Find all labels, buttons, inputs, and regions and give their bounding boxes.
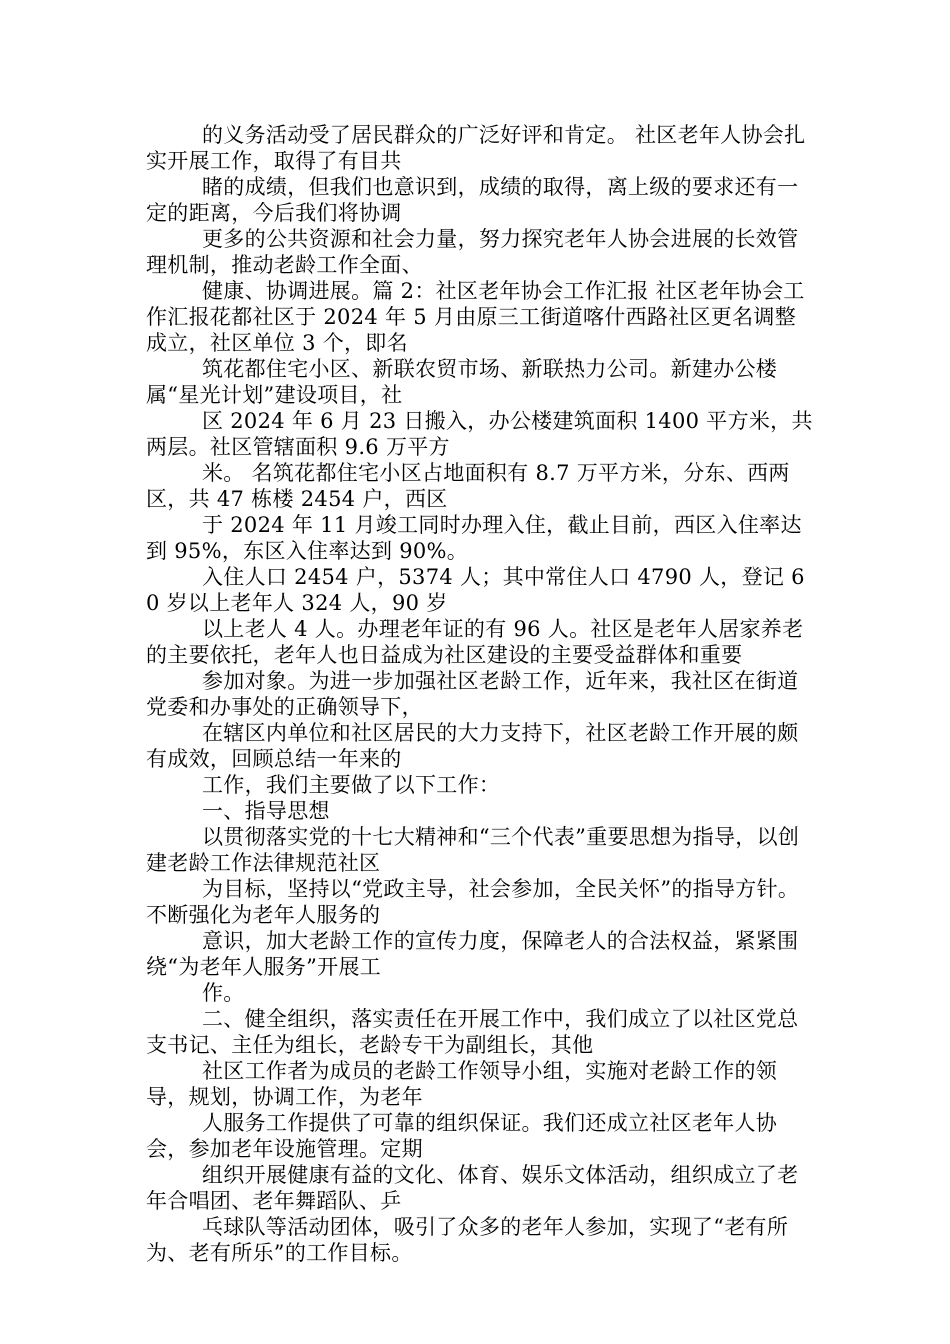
- paragraph: 组织开展健康有益的文化、体育、娱乐文体活动，组织成立了老年合唱团、老年舞蹈队、乒: [146, 1163, 799, 1213]
- paragraph: 参加对象。为进一步加强社区老龄工作，近年来，我社区在街道党委和办事处的正确领导下，: [146, 669, 799, 719]
- paragraph: 在辖区内单位和社区居民的大力支持下，社区老龄工作开展的颇有成效，回顾总结一年来的: [146, 721, 799, 771]
- section-heading: 一、指导思想: [202, 799, 330, 823]
- paragraph: 健康、协调进展。篇 2：社区老年协会工作汇报 社区老年协会工作汇报花都社区于 2024 年 5 月由原三工街道喀什西路社区更名调整成立，社区单位 3 个，即名: [146, 279, 805, 355]
- paragraph: 以上老人 4 人。办理老年证的有 96 人。社区是老年人居家养老的主要依托，老年人也日益成为社区建设的主要受益群体和重要: [146, 617, 804, 667]
- paragraph: 社区工作者为成员的老龄工作领导小组，实施对老龄工作的领导，规划，协调工作，为老年: [146, 1059, 778, 1109]
- section-heading: 二、健全组织，落实责任在开展工作中，我们成立了以社区党总支书记、主任为组长，老龄专干为副组长，其他: [146, 1007, 799, 1057]
- paragraph: 更多的公共资源和社会力量，努力探究老年人协会进展的长效管理机制，推动老龄工作全面、: [146, 227, 799, 277]
- paragraph: 米。 名筑花都住宅小区占地面积有 8.7 万平方米，分东、西两区，共 47 栋楼 2454 户，西区: [146, 461, 790, 511]
- paragraph: 为目标，坚持以“党政主导，社会参加，全民关怀”的指导方针。不断强化为老年人服务的: [146, 877, 800, 927]
- paragraph: 的义务活动受了居民群众的广泛好评和肯定。 社区老年人协会扎实开展工作，取得了有目共: [146, 123, 806, 173]
- paragraph: 于 2024 年 11 月竣工同时办理入住，截止目前，西区入住率达到 95%，东区入住率达到 90%。: [146, 513, 802, 563]
- paragraph: 区 2024 年 6 月 23 日搬入，办公楼建筑面积 1400 平方米，共两层。社区管辖面积 9.6 万平方: [146, 409, 813, 459]
- paragraph: 意识，加大老龄工作的宣传力度，保障老人的合法权益，紧紧围绕“为老年人服务”开展工: [146, 929, 799, 979]
- paragraph: 作。: [202, 981, 245, 1005]
- paragraph: 入住人口 2454 户，5374 人；其中常住人口 4790 人，登记 60 岁以上老年人 324 人，90 岁: [146, 565, 805, 615]
- paragraph: 乓球队等活动团体，吸引了众多的老年人参加，实现了“老有所为、老有所乐”的工作目标。: [146, 1215, 789, 1265]
- paragraph: 筑花都住宅小区、新联农贸市场、新联热力公司。新建办公楼属“星光计划”建设项目，社: [146, 357, 778, 407]
- document-body: [146, 122, 814, 1266]
- paragraph: 工作，我们主要做了以下工作：: [202, 773, 501, 797]
- paragraph: 睹的成绩，但我们也意识到，成绩的取得，离上级的要求还有一定的距离，今后我们将协调: [146, 175, 799, 225]
- paragraph: 人服务工作提供了可靠的组织保证。我们还成立社区老年人协会，参加老年设施管理。定期: [146, 1111, 778, 1161]
- paragraph: 以贯彻落实党的十七大精神和“三个代表”重要思想为指导，以创建老龄工作法律规范社区: [146, 825, 800, 875]
